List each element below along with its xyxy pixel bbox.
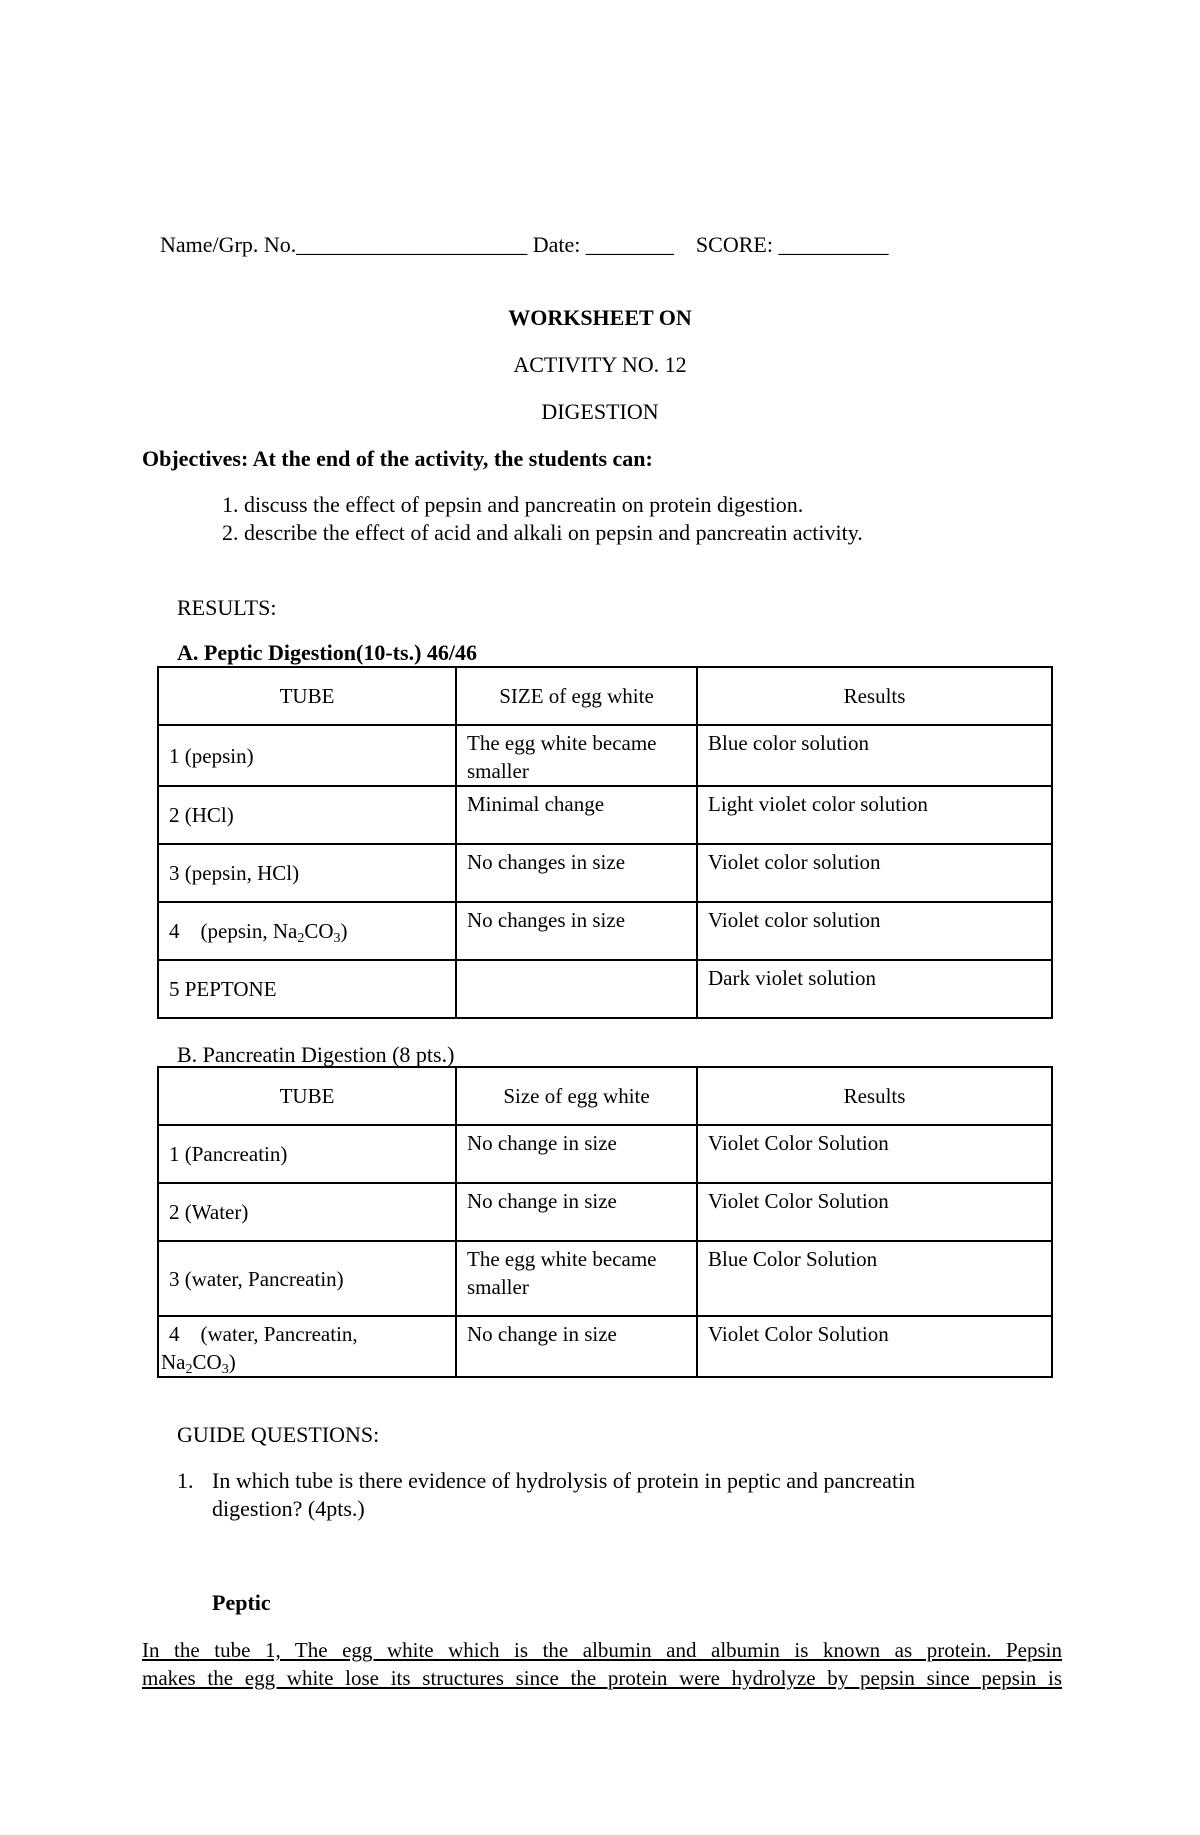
tube-cell: 2 (Water)	[158, 1183, 456, 1241]
header-size: Size of egg white	[456, 1067, 697, 1125]
table-header-row	[158, 1067, 1052, 1125]
result-cell: Violet Color Solution	[697, 1125, 1052, 1183]
tube-cell: 4 (water, Pancreatin, $Na_2CO_3$)	[158, 1316, 456, 1377]
header-line	[160, 232, 888, 258]
table-row	[158, 786, 1052, 844]
header-results: Results	[697, 667, 1052, 725]
tube-cell: 1 (Pancreatin)	[158, 1125, 456, 1183]
section-a-title: A. Peptic Digestion(10-ts.) 46/46	[177, 640, 478, 665]
size-cell: Minimal change	[456, 786, 697, 844]
result-cell: Violet color solution	[697, 902, 1052, 960]
size-cell: No change in size	[456, 1125, 697, 1183]
size-cell: The egg white became smaller	[456, 1241, 697, 1316]
worksheet-title: WORKSHEET ON	[508, 305, 692, 330]
header-tube: TUBE	[158, 1067, 456, 1125]
peptic-subheading: Peptic	[212, 1590, 271, 1615]
question-line-2: digestion? (4pts.)	[212, 1496, 365, 1521]
score-blank: __________	[778, 232, 889, 257]
tube-cell: 4 (pepsin, $Na_2CO_3$)	[158, 902, 456, 960]
objectives-heading: Objectives: At the end of the activity, the students can:	[142, 446, 653, 471]
section-b-title: B. Pancreatin Digestion (8 pts.)	[177, 1042, 455, 1067]
table-row	[158, 960, 1052, 1018]
result-cell: Light violet color solution	[697, 786, 1052, 844]
tube-cell: 5 PEPTONE	[158, 960, 456, 1018]
objective-item-2: 2. describe the effect of acid and alkali on pepsin and pancreatin activity.	[222, 520, 863, 545]
header-results: Results	[697, 1067, 1052, 1125]
question-line-1: In which tube is there evidence of hydrolysis of protein in peptic and pancreatin	[212, 1468, 916, 1493]
tube-cell: 1 (pepsin)	[158, 725, 456, 786]
results-label: RESULTS:	[177, 595, 277, 620]
size-cell: No changes in size	[456, 902, 697, 960]
result-cell: Blue Color Solution	[697, 1241, 1052, 1316]
size-cell: The egg white became smaller	[456, 725, 697, 786]
name-blank: _____________________	[296, 232, 528, 257]
table-header-row	[158, 667, 1052, 725]
date-label: Date:	[532, 232, 581, 257]
size-cell: No changes in size	[456, 844, 697, 902]
answer-line-2: makes the egg white lose its structures since the protein were hydrolyze by pepsin since pepsin is	[142, 1666, 1062, 1690]
guide-heading: GUIDE QUESTIONS:	[177, 1422, 380, 1447]
table-row	[158, 1125, 1052, 1183]
result-cell: Dark violet solution	[697, 960, 1052, 1018]
objective-item-1: 1. discuss the effect of pepsin and pancreatin on protein digestion.	[222, 492, 804, 517]
table-row	[158, 844, 1052, 902]
result-cell: Violet Color Solution	[697, 1316, 1052, 1377]
result-cell: Violet color solution	[697, 844, 1052, 902]
size-cell: No change in size	[456, 1316, 697, 1377]
table-row	[158, 725, 1052, 786]
answer-line-1: In the tube 1, The egg white which is the albumin and albumin is known as protein. Pepsin	[142, 1638, 1062, 1662]
result-cell: Blue color solution	[697, 725, 1052, 786]
peptic-digestion-table	[157, 666, 1053, 1019]
tube-cell: 3 (water, Pancreatin)	[158, 1241, 456, 1316]
pancreatin-digestion-table	[157, 1066, 1053, 1378]
table-row	[158, 1183, 1052, 1241]
table-row	[158, 1241, 1052, 1316]
date-blank: ________	[585, 232, 674, 257]
activity-title: ACTIVITY NO. 12	[513, 352, 687, 377]
tube-cell: 3 (pepsin, HCl)	[158, 844, 456, 902]
size-cell: No change in size	[456, 1183, 697, 1241]
digestion-title: DIGESTION	[541, 399, 659, 424]
header-size: SIZE of egg white	[456, 667, 697, 725]
header-tube: TUBE	[158, 667, 456, 725]
result-cell: Violet Color Solution	[697, 1183, 1052, 1241]
tube-cell: 2 (HCl)	[158, 786, 456, 844]
name-label: Name/Grp. No.	[160, 232, 297, 257]
question-number: 1.	[177, 1468, 194, 1493]
table-row	[158, 902, 1052, 960]
table-row	[158, 1316, 1052, 1377]
size-cell	[456, 960, 697, 1018]
score-label: SCORE:	[695, 232, 773, 257]
